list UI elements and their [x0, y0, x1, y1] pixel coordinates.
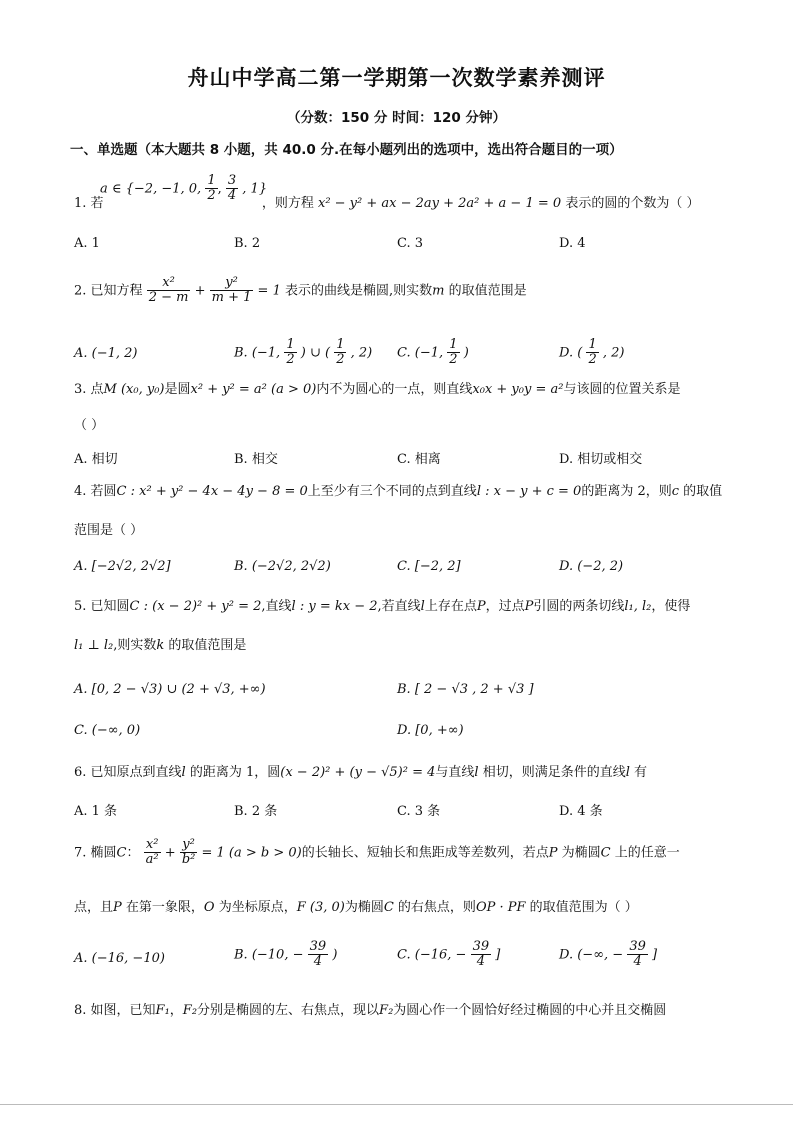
q7-option-c-pre: C. (−16, − [397, 947, 467, 963]
q1-set-suffix: , 1} [242, 181, 268, 197]
q5-text-a: ,直线 [261, 599, 292, 614]
q2-label: 2. 已知方程 [74, 283, 143, 299]
q5-option-c: C. (−∞, 0) [74, 723, 141, 738]
q7-var-c2: C [600, 845, 611, 861]
q7-text-c: 上的任意一 [610, 845, 680, 861]
q4-text-a: 上至少有三个不同的点到直线 [307, 484, 477, 499]
q2-option-b-pre: B. (−1, [234, 345, 281, 361]
q4-label: 4. 若圆 [74, 484, 117, 499]
q1-option-a: A. 1 [74, 236, 100, 251]
q7-option-c-post: ] [495, 947, 501, 963]
q4-text-c: 的取值 [679, 484, 723, 499]
q2-plus: + [194, 283, 206, 299]
q3-option-b: B. 相交 [234, 452, 278, 467]
q3-label: 3. 点 [74, 382, 104, 397]
q5-cont-text: ,则实数 [113, 638, 157, 653]
q5-tangents: l₁, l₂ [624, 599, 652, 614]
question-4 [74, 484, 722, 500]
q3-option-a: A. 相切 [74, 452, 118, 467]
q7-focus: F (3, 0) [296, 900, 345, 915]
q8-text-a: 分别是椭圆的左、右焦点，现以 [197, 1003, 380, 1018]
q5-condition: l₁ ⊥ l₂ [74, 638, 114, 653]
q3-paren: （ ） [74, 418, 105, 433]
q5-line: l : y = kx − 2 [291, 599, 378, 614]
q2-var-m: m [432, 283, 445, 299]
q2-option-b-post: , 2) [350, 345, 373, 361]
q1-text-b: 表示的圆的个数为（ ） [565, 196, 700, 211]
q2-frac-y: $\frac{\text{y²}}{m + 1}$ [211, 275, 252, 306]
q7-l2-f: 的取值范围为（ ） [525, 900, 638, 915]
q3-circle: x² + y² = a² (a > 0) [190, 382, 317, 397]
page-subtitle: （分数：150 分 时间：120 分钟） [287, 110, 506, 126]
q5-cont-tail: 的取值范围是 [164, 638, 247, 653]
q2-text-tail: 的取值范围是 [444, 283, 527, 299]
q4-var-c: c [671, 484, 680, 499]
q7-var-o: O [203, 900, 215, 915]
q7-option-d-post: ] [652, 947, 658, 963]
q7-option-a: A. (−16, −10) [74, 951, 165, 966]
q7-option-d [559, 940, 657, 970]
q7-l2-b: 在第一象限， [121, 900, 204, 915]
q1-option-d: D. 4 [559, 236, 586, 251]
q2-option-a: A. (−1, 2) [74, 346, 138, 361]
q1-equation: x² − y² + ax − 2ay + 2a² + a − 1 = 0 [317, 196, 562, 211]
q6-var-l3: l [625, 765, 630, 780]
q8-f2: F₂ [182, 1003, 198, 1018]
q7-l2-a: 点，且 [74, 900, 114, 915]
q6-option-d: D. 4 条 [559, 804, 603, 819]
q5-var-l: l [420, 599, 425, 614]
q3-text-a: 是圆 [164, 382, 191, 397]
q3-line: x₀x + y₀y = a² [472, 382, 564, 397]
q5-circle: C : (x − 2)² + y² = 2 [129, 599, 262, 614]
q1-set-condition: a ∈ {−2, −1, 0, $\frac{1}{2}$ , $\frac{3}{4}$ , 1} [100, 173, 268, 204]
q7-l2-c: 为坐标原点， [214, 900, 297, 915]
q7-label: 7. 椭圆 [74, 845, 117, 861]
q2-option-b-frac1: $\frac{1}{2}$ [286, 337, 295, 368]
q7-option-d-frac: $\frac{39}{4}$ [629, 939, 646, 970]
q2-option-d-post: , 2) [602, 345, 625, 361]
q2-option-c-post: ) [463, 345, 469, 361]
question-1 [74, 196, 699, 212]
q7-option-d-pre: D. (−∞, − [559, 947, 624, 963]
q7-eq-tail: = 1 (a > b > 0) [201, 845, 302, 861]
q8-f1: F₁ [155, 1003, 170, 1018]
q7-frac-x: $\frac{\text{x²}}{\text{a²}}$ [145, 837, 159, 868]
q2-option-c [397, 338, 469, 368]
q7-line-2 [74, 900, 638, 916]
q1-text-a: ，则方程 [261, 196, 314, 211]
q1-frac-three-quarters: $\frac{3}{4}$ [227, 173, 237, 204]
q7-l2-e: 的右焦点，则 [393, 900, 476, 915]
q2-option-c-frac: $\frac{1}{2}$ [449, 337, 458, 368]
q6-var-l2: l [474, 765, 479, 780]
question-5 [74, 599, 690, 615]
q4-option-a: A. [−2√2, 2√2] [74, 559, 171, 574]
q6-circle: (x − 2)² + (y − √5)² = 4 [280, 765, 436, 780]
q7-option-b-pre: B. (−10, − [234, 947, 304, 963]
q7-option-c-frac: $\frac{39}{4}$ [472, 939, 490, 970]
q7-l2-d: 为椭圆 [344, 900, 384, 915]
q8-f2b: F₂ [379, 1003, 394, 1018]
q7-text-a: 的长轴长、短轴长和焦距成等差数列，若点 [301, 845, 549, 861]
q3-option-d: D. 相切或相交 [559, 452, 643, 467]
q2-option-c-pre: C. (−1, [397, 345, 444, 361]
q5-label: 5. 已知圆 [74, 599, 130, 614]
page-bottom-divider [0, 1104, 793, 1105]
q4-option-d: D. (−2, 2) [559, 559, 624, 574]
q5-text-c: 上存在点 [424, 599, 477, 614]
q3-text-c: 与该圆的位置关系是 [563, 382, 681, 397]
q4-line: l : x − y + c = 0 [476, 484, 582, 499]
q5-var-p: P [476, 599, 486, 614]
q5-option-b: B. [ 2 − √3 , 2 + √3 ] [397, 682, 534, 697]
q7-option-b-frac: $\frac{39}{4}$ [309, 939, 327, 970]
question-3 [74, 382, 680, 398]
question-6 [74, 765, 647, 781]
q5-option-a: A. [0, 2 − √3) ∪ (2 + √3, +∞) [74, 682, 266, 697]
q8-text-b: 为圆心作一个圆恰好经过椭圆的中心并且交椭圆 [393, 1003, 667, 1018]
q7-frac-y: $\frac{\text{y²}}{\text{b²}}$ [181, 837, 196, 868]
q1-option-c: C. 3 [397, 236, 424, 251]
q6-text-d: 有 [629, 765, 648, 780]
q8-label: 8. 如图，已知 [74, 1003, 156, 1018]
q5-continuation [74, 638, 246, 654]
q2-option-b [234, 338, 372, 368]
q1-set-prefix: a ∈ {−2, −1, 0, [100, 181, 202, 197]
q2-text: 表示的曲线是椭圆,则实数 [284, 283, 433, 299]
q5-var-p2: P [524, 599, 534, 614]
question-7 [74, 838, 680, 868]
q1-frac-half: $\frac{1}{2}$ [207, 173, 216, 204]
q4-circle: C : x² + y² − 4x − 4y − 8 = 0 [116, 484, 308, 499]
q1-option-b: B. 2 [234, 236, 261, 251]
q7-text-b: 为椭圆 [557, 845, 601, 861]
q3-point: M (x₀, y₀) [103, 382, 165, 397]
q2-option-d-pre: D. ( [559, 345, 583, 361]
q6-option-c: C. 3 条 [397, 804, 441, 819]
question-2 [74, 276, 527, 306]
page-title: 舟山中学高二第一学期第一次数学素养测评 [187, 66, 606, 90]
q4-text-b: 的距离为 2，则 [581, 484, 672, 499]
q6-label: 6. 已知原点到直线 [74, 765, 182, 780]
q7-var-p: P [548, 845, 558, 861]
q4-continuation: 范围是（ ） [74, 523, 144, 538]
q7-dot-product: OP · PF [475, 900, 526, 915]
section-heading: 一、单选题（本大题共 8 小题，共 40.0 分.在每小题列出的选项中，选出符合题目的一项） [70, 142, 623, 158]
q2-option-b-frac2: $\frac{1}{2}$ [336, 337, 345, 368]
q5-var-k: k [156, 638, 165, 653]
q7-option-b [234, 940, 337, 970]
q7-option-b-post: ) [332, 947, 338, 963]
q5-option-d: D. [0, +∞) [397, 723, 464, 738]
q2-option-d [559, 338, 624, 368]
q7-option-c [397, 940, 500, 970]
q3-text-b: 内不为圆心的一点，则直线 [316, 382, 473, 397]
q6-text-c: 相切，则满足条件的直线 [478, 765, 626, 780]
q6-option-a: A. 1 条 [74, 804, 118, 819]
q2-option-d-frac: $\frac{1}{2}$ [588, 337, 597, 368]
q5-text-d: ，过点 [485, 599, 525, 614]
q2-frac-x: $\frac{\text{x²}}{2 - m}$ [148, 275, 189, 306]
q5-text-b: ,若直线 [377, 599, 421, 614]
q6-text-a: 的距离为 1，圆 [185, 765, 281, 780]
q2-eq-tail: = 1 [257, 283, 281, 299]
q4-option-b: B. (−2√2, 2√2) [234, 559, 331, 574]
q4-option-c: C. [−2, 2] [397, 559, 461, 574]
q6-option-b: B. 2 条 [234, 804, 278, 819]
q7-var-p2: P [113, 900, 122, 915]
q6-text-b: 与直线 [435, 765, 475, 780]
q5-text-e: 引圆的两条切线 [533, 599, 625, 614]
question-8 [74, 1003, 666, 1019]
q7-var-c3: C [383, 900, 394, 915]
q1-label: 1. 若 [74, 196, 104, 211]
q6-var-l: l [181, 765, 186, 780]
q7-colon: ： [126, 845, 140, 861]
q7-var-c: C [116, 845, 127, 861]
q3-option-c: C. 相离 [397, 452, 441, 467]
q5-text-f: ，使得 [651, 599, 691, 614]
q8-comma: ， [169, 1003, 183, 1018]
q2-option-b-mid: ) ∪ ( [300, 345, 331, 361]
q7-plus: + [164, 845, 176, 861]
